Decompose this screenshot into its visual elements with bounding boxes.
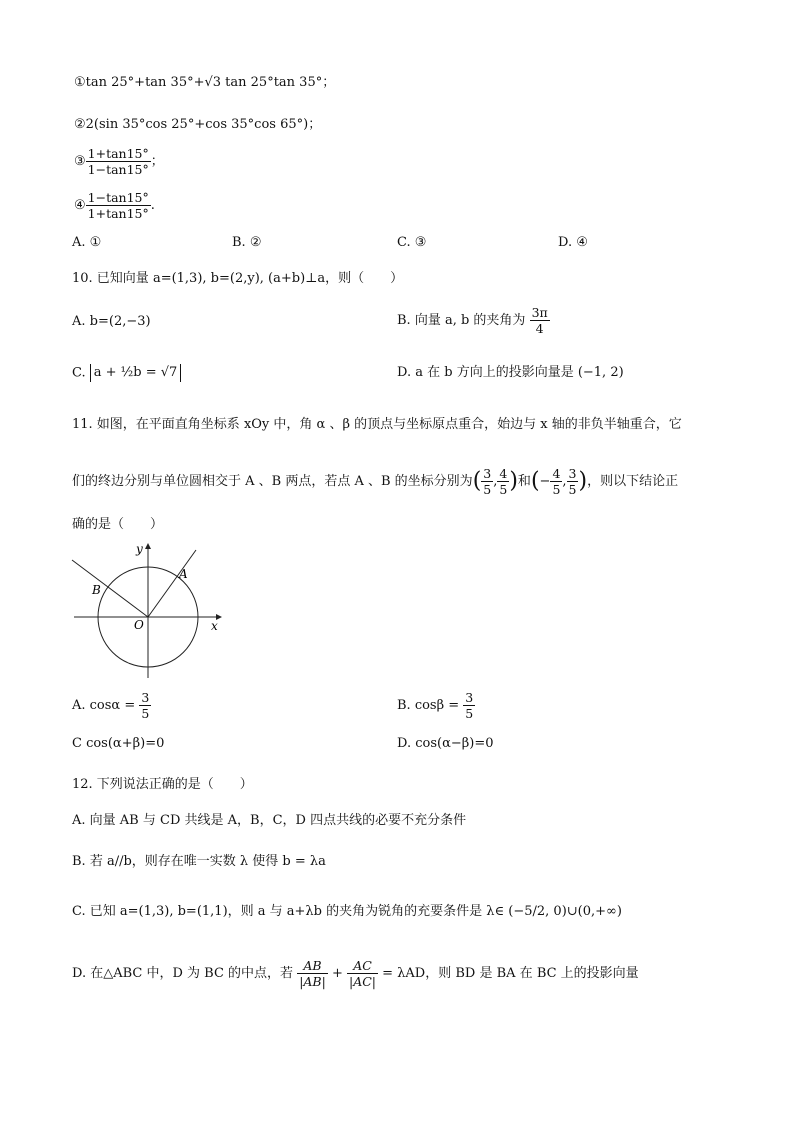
q12-d-frac1-den: |AB| xyxy=(299,974,326,989)
q9-option-c: C. ③ xyxy=(397,235,427,250)
q11-option-d: D. cos(α−β)=0 xyxy=(397,736,494,751)
q12-option-c-text: C. 已知 a=(1,3), b=(1,1)，则 a 与 a+λb 的夹角为锐角的充要条件是 λ∈ xyxy=(72,904,505,919)
q12-option-d-text-a: D. 在△ABC 中，D 为 BC 的中点，若 xyxy=(72,966,294,981)
paren-left: ( xyxy=(472,468,482,494)
point-a-label: A xyxy=(179,567,188,581)
q11-stem-line2-b: 和 xyxy=(517,474,531,489)
x-axis-label: x xyxy=(211,619,218,633)
q9-item-4-den: 1+tan15° xyxy=(87,206,149,221)
point-b-label: B xyxy=(92,583,101,597)
q12-d-frac2-num: AC xyxy=(347,958,378,974)
q10-option-b xyxy=(397,305,550,336)
q12-option-b: B. 若 a//b，则存在唯一实数 λ 使得 b = λa xyxy=(72,854,326,869)
q10-option-b-num: 3π xyxy=(531,305,548,320)
q11-option-b xyxy=(397,690,475,721)
coord-b-x xyxy=(550,466,562,497)
q9-item-3-num: 1+tan15° xyxy=(87,146,149,161)
coord-a-y-num: 4 xyxy=(499,466,508,481)
q9-option-d: D. ④ xyxy=(558,235,588,250)
q9-item-3-den: 1−tan15° xyxy=(87,162,149,177)
q12-option-d-fraction-1 xyxy=(297,958,328,989)
q10-option-d: D. a 在 b 方向上的投影向量是 (−1, 2) xyxy=(397,365,624,380)
unit-circle-figure xyxy=(68,540,228,680)
q9-item-1: ①tan 25°+tan 35°+√3 tan 25°tan 35°； xyxy=(74,75,336,90)
q11-option-b-text: B. cosβ = xyxy=(397,698,460,713)
q12-option-c-interval: (−5/2, 0)∪(0,+∞) xyxy=(508,904,622,919)
q10-option-b-text: B. 向量 a, b 的夹角为 xyxy=(397,313,526,328)
q12-option-a: A. 向量 AB 与 CD 共线是 A，B，C，D 四点共线的必要不充分条件 xyxy=(72,813,467,828)
y-axis-arrow xyxy=(145,543,151,549)
coord-a-x-den: 5 xyxy=(483,482,492,497)
origin-label: O xyxy=(134,618,144,632)
q10-stem: 10. 已知向量 a=(1,3), b=(2,y), (a+b)⊥a，则（ ） xyxy=(72,271,404,286)
q10-option-c-prefix: C. xyxy=(72,365,86,381)
coord-b-x-num: 4 xyxy=(552,466,561,481)
q10-option-b-fraction xyxy=(530,305,550,336)
q9-item-2: ②2(sin 35°cos 25°+cos 35°cos 65°)； xyxy=(74,117,322,132)
paren-right: ) xyxy=(578,468,588,494)
q11-option-b-den: 5 xyxy=(465,706,474,721)
paren-left: ( xyxy=(530,468,540,494)
q11-option-b-fraction xyxy=(463,690,475,721)
q12-option-c xyxy=(72,903,622,921)
q9-item-3-fraction xyxy=(86,146,151,177)
q11-option-a xyxy=(72,690,151,721)
q11-option-a-text: A. cosα = xyxy=(72,698,136,713)
q9-item-4-suffix: . xyxy=(150,198,155,213)
terminal-side-alpha xyxy=(148,550,196,617)
q9-item-4 xyxy=(74,190,155,221)
y-axis-label: y xyxy=(136,542,143,556)
q10-option-c-expression: a + ½b = √7 xyxy=(90,364,182,382)
q10-option-a: A. b=(2,−3) xyxy=(72,314,151,329)
q11-option-a-fraction xyxy=(139,690,151,721)
q9-item-4-num: 1−tan15° xyxy=(87,190,149,205)
q11-stem-line2: 们的终边分别与单位圆相交于 A 、B 两点，若点 A 、B 的坐标分别为( $\frac{3}{5}$ , $\frac{4}{5}$ )和(− $\frac{4}{5}$ , $\frac{3}{5}$ )，则以下结论正 xyxy=(72,466,679,497)
q12-option-d: D. 在△ABC 中，D 为 BC 的中点，若 $\frac{AB}{|AB|}$ + $\frac{AC}{|AC|}$ = λAD，则 BD 是 BA 在 BC 上的投影向量 xyxy=(72,958,639,989)
q12-option-d-text-b: ，则 BD 是 BA 在 BC 上的投影向量 xyxy=(425,966,639,981)
coord-a-y xyxy=(497,466,509,497)
q10-option-b-den: 4 xyxy=(535,321,544,336)
q12-d-frac1-num: AB xyxy=(297,958,328,974)
q11-stem-line2-a: 们的终边分别与单位圆相交于 A 、B 两点，若点 A 、B 的坐标分别为 xyxy=(72,474,473,489)
q9-option-a: A. ① xyxy=(72,235,102,250)
q11-option-b-num: 3 xyxy=(465,690,474,705)
coord-b-x-den: 5 xyxy=(552,482,561,497)
paren-right: ) xyxy=(509,468,518,494)
q9-item-4-fraction xyxy=(86,190,151,221)
coord-a-y-den: 5 xyxy=(499,482,508,497)
q9-item-3 xyxy=(74,146,164,177)
q12-d-frac2-den: |AC| xyxy=(349,974,377,989)
coord-b-y-num: 3 xyxy=(568,466,577,481)
coord-a-x xyxy=(481,466,493,497)
q9-item-3-suffix: ； xyxy=(150,154,164,169)
q11-option-a-den: 5 xyxy=(141,706,150,721)
q12-option-d-fraction-2 xyxy=(347,958,378,989)
q12-option-d-equation: = λAD xyxy=(382,966,426,981)
coord-b-y-den: 5 xyxy=(568,482,577,497)
q9-item-4-prefix: ④ xyxy=(74,198,86,213)
q12-stem: 12. 下列说法正确的是（ ） xyxy=(72,777,253,792)
q11-option-c: C cos(α+β)=0 xyxy=(72,736,165,751)
q10-option-c xyxy=(72,364,181,383)
q9-option-b: B. ② xyxy=(232,235,262,250)
q11-option-a-num: 3 xyxy=(141,690,150,705)
q11-stem-line2-c: ，则以下结论正 xyxy=(587,474,679,489)
coord-b-y xyxy=(567,466,579,497)
q9-item-3-prefix: ③ xyxy=(74,154,86,169)
q11-stem-line1: 11. 如图，在平面直角坐标系 xOy 中，角 α 、β 的顶点与坐标原点重合，始边与 x 轴的非负半轴重合，它 xyxy=(72,417,682,432)
coord-a-x-num: 3 xyxy=(483,466,492,481)
q11-stem-line3: 确的是（ ） xyxy=(72,517,164,532)
